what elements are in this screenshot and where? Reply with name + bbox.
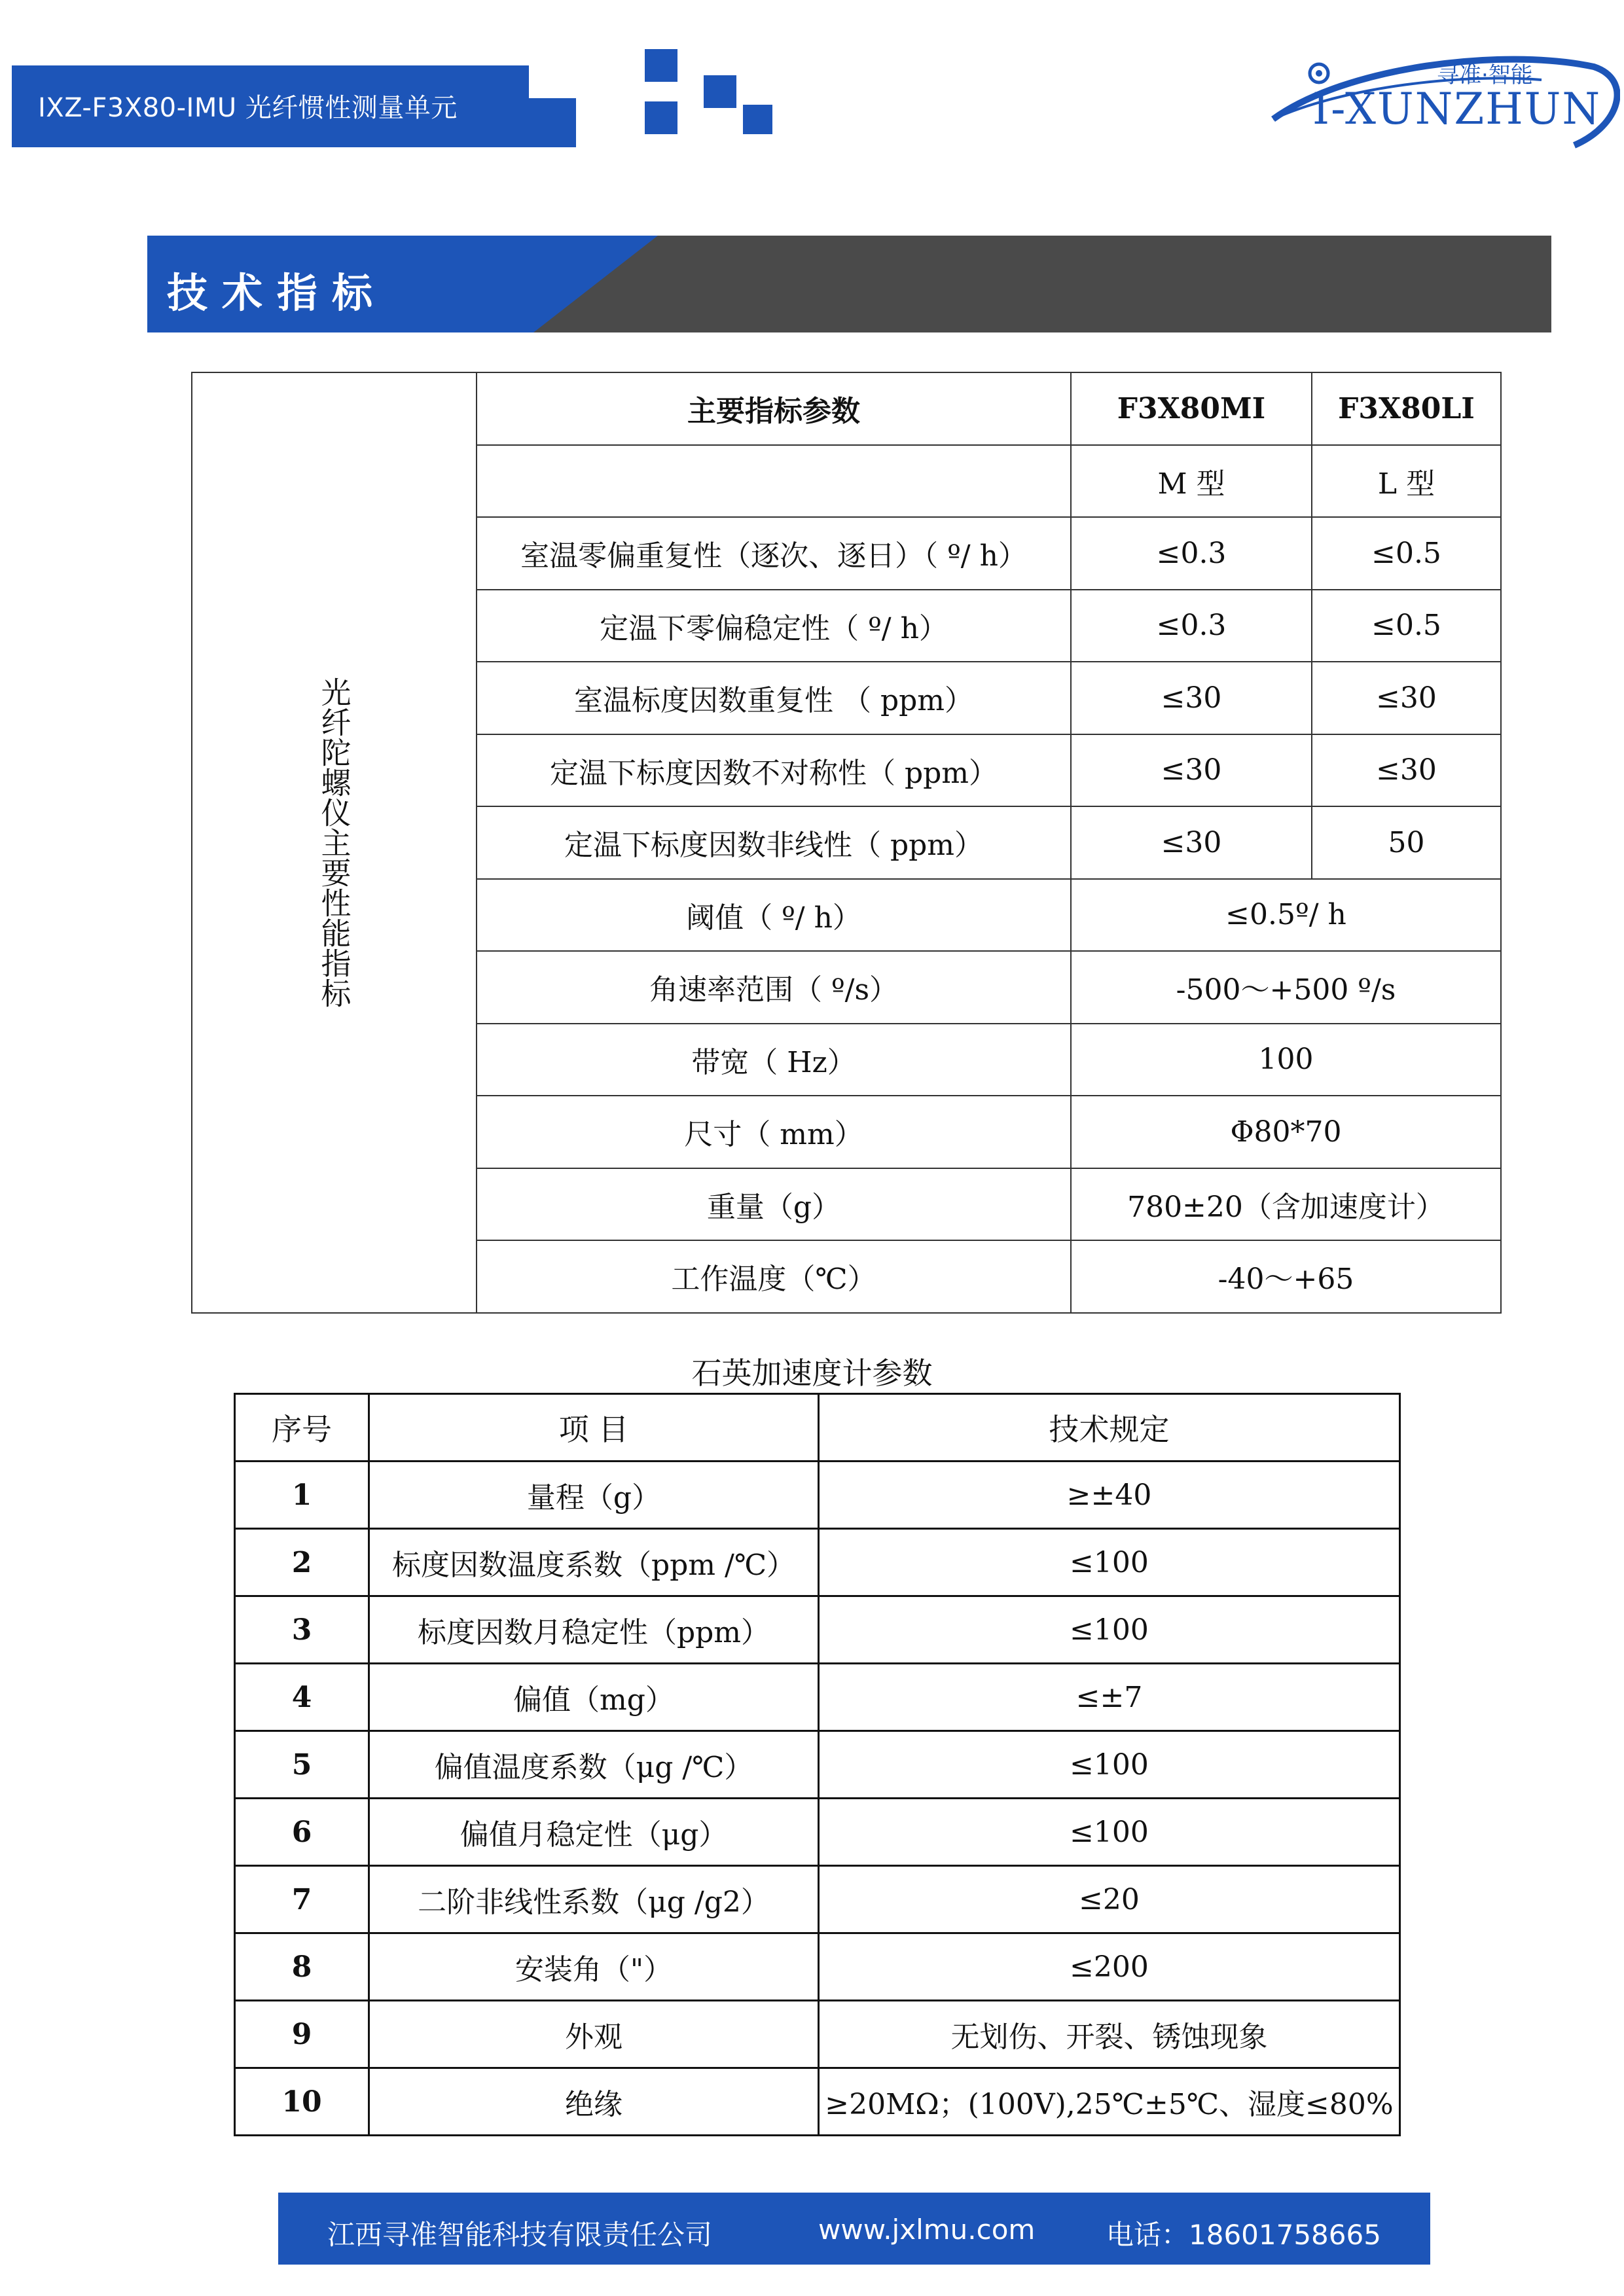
row-item: 绝缘: [369, 2068, 819, 2136]
param-name: 工作温度（℃）: [477, 1240, 1071, 1313]
row-number: 8: [235, 1933, 369, 2001]
table-row: [235, 1866, 1400, 1933]
param-name: 室温标度因数重复性 （ ppm）: [477, 662, 1071, 734]
table-row: [235, 1596, 1400, 1664]
param-name: 带宽（ Hz）: [477, 1024, 1071, 1096]
row-item: 标度因数月稳定性（ppm）: [369, 1596, 819, 1664]
value-shared: -500～+500 º/s: [1071, 951, 1501, 1024]
value-li: ≤0.5: [1312, 517, 1501, 590]
row-item: 偏值月稳定性（μg）: [369, 1799, 819, 1866]
param-name: 定温下标度因数非线性（ ppm）: [477, 806, 1071, 879]
row-item: 标度因数温度系数（ppm /℃）: [369, 1529, 819, 1596]
value-shared: Φ80*70: [1071, 1096, 1501, 1168]
table-header-row: [235, 1394, 1400, 1462]
logo-chinese-text: 寻准·智能: [1437, 62, 1533, 88]
value-li: ≤0.5: [1312, 590, 1501, 662]
header-model-li: F3X80LI: [1312, 372, 1501, 445]
row-number: 7: [235, 1866, 369, 1933]
side-label: 光纤陀螺仪主要性能指标: [316, 677, 352, 1009]
row-number: 1: [235, 1462, 369, 1529]
table-row: [235, 2001, 1400, 2068]
table-row: [235, 1799, 1400, 1866]
value-li: ≤30: [1312, 734, 1501, 807]
empty-cell: [477, 445, 1071, 518]
row-number: 6: [235, 1799, 369, 1866]
row-item: 二阶非线性系数（μg /g2）: [369, 1866, 819, 1933]
row-number: 2: [235, 1529, 369, 1596]
side-label-cell: [192, 372, 477, 1313]
table-row: [235, 1462, 1400, 1529]
value-mi: ≤30: [1071, 734, 1312, 807]
value-shared: 780±20（含加速度计）: [1071, 1168, 1501, 1241]
param-name: 重量（g）: [477, 1168, 1071, 1241]
table-row: [235, 1529, 1400, 1596]
decor-square: [704, 75, 736, 108]
param-name: 室温零偏重复性（逐次、逐日）（ º/ h）: [477, 517, 1071, 590]
row-item: 偏值温度系数（μg /℃）: [369, 1731, 819, 1799]
value-li: ≤30: [1312, 662, 1501, 734]
header-model-mi: F3X80MI: [1071, 372, 1312, 445]
value-shared: -40～+65: [1071, 1240, 1501, 1313]
value-mi: ≤30: [1071, 662, 1312, 734]
gyro-spec-table: [191, 372, 1502, 1314]
footer-phone: 电话：18601758665: [1106, 2219, 1381, 2251]
param-name: 角速率范围（ º/s）: [477, 951, 1071, 1024]
row-spec: ≤100: [819, 1731, 1400, 1799]
param-name: 阈值（ º/ h）: [477, 879, 1071, 952]
row-spec: ≥20MΩ；(100V),25℃±5℃、湿度≤80%: [819, 2068, 1400, 2136]
accel-spec-table: [234, 1393, 1401, 2136]
row-spec: ≤100: [819, 1596, 1400, 1664]
decor-square: [645, 101, 677, 134]
param-name: 尺寸（ mm）: [477, 1096, 1071, 1168]
value-mi: ≤30: [1071, 806, 1312, 879]
value-shared: ≤0.5º/ h: [1071, 879, 1501, 952]
type-m: M 型: [1071, 445, 1312, 518]
value-shared: 100: [1071, 1024, 1501, 1096]
row-spec: ≥±40: [819, 1462, 1400, 1529]
value-mi: ≤0.3: [1071, 517, 1312, 590]
row-spec: ≤100: [819, 1799, 1400, 1866]
row-item: 安装角（"）: [369, 1933, 819, 2001]
row-number: 9: [235, 2001, 369, 2068]
header-no: 序号: [235, 1394, 369, 1462]
table-row: [235, 2068, 1400, 2136]
header-spec: 技术规定: [819, 1394, 1400, 1462]
document-title: IXZ-F3X80-IMU 光纤惯性测量单元: [38, 93, 458, 123]
row-spec: ≤±7: [819, 1664, 1400, 1731]
header-item: 项 目: [369, 1394, 819, 1462]
row-item: 量程（g）: [369, 1462, 819, 1529]
row-spec: ≤200: [819, 1933, 1400, 2001]
table-row: [235, 1664, 1400, 1731]
param-name: 定温下标度因数不对称性（ ppm）: [477, 734, 1071, 807]
decor-square: [743, 105, 772, 134]
table-row: [235, 1933, 1400, 2001]
row-spec: ≤100: [819, 1529, 1400, 1596]
row-number: 3: [235, 1596, 369, 1664]
row-item: 偏值（mg）: [369, 1664, 819, 1731]
logo-english-text: I-XUNZHUN: [1312, 84, 1602, 134]
footer-bar: [278, 2193, 1430, 2265]
row-number: 4: [235, 1664, 369, 1731]
footer-website[interactable]: www.jxlmu.com: [818, 2214, 1036, 2246]
value-mi: ≤0.3: [1071, 590, 1312, 662]
footer-company: 江西寻准智能科技有限责任公司: [327, 2219, 713, 2251]
section-title: 技术指标: [167, 269, 388, 317]
param-name: 定温下零偏稳定性（ º/ h）: [477, 590, 1071, 662]
row-number: 10: [235, 2068, 369, 2136]
row-number: 5: [235, 1731, 369, 1799]
row-spec: 无划伤、开裂、锈蚀现象: [819, 2001, 1400, 2068]
header-bar-step: [517, 98, 576, 147]
table-row: [235, 1731, 1400, 1799]
type-l: L 型: [1312, 445, 1501, 518]
value-li: 50: [1312, 806, 1501, 879]
row-spec: ≤20: [819, 1866, 1400, 1933]
row-item: 外观: [369, 2001, 819, 2068]
decor-square: [645, 49, 677, 82]
table-header-row: [192, 372, 1501, 445]
header-param: 主要指标参数: [477, 372, 1071, 445]
accel-table-caption: 石英加速度计参数: [691, 1355, 933, 1391]
